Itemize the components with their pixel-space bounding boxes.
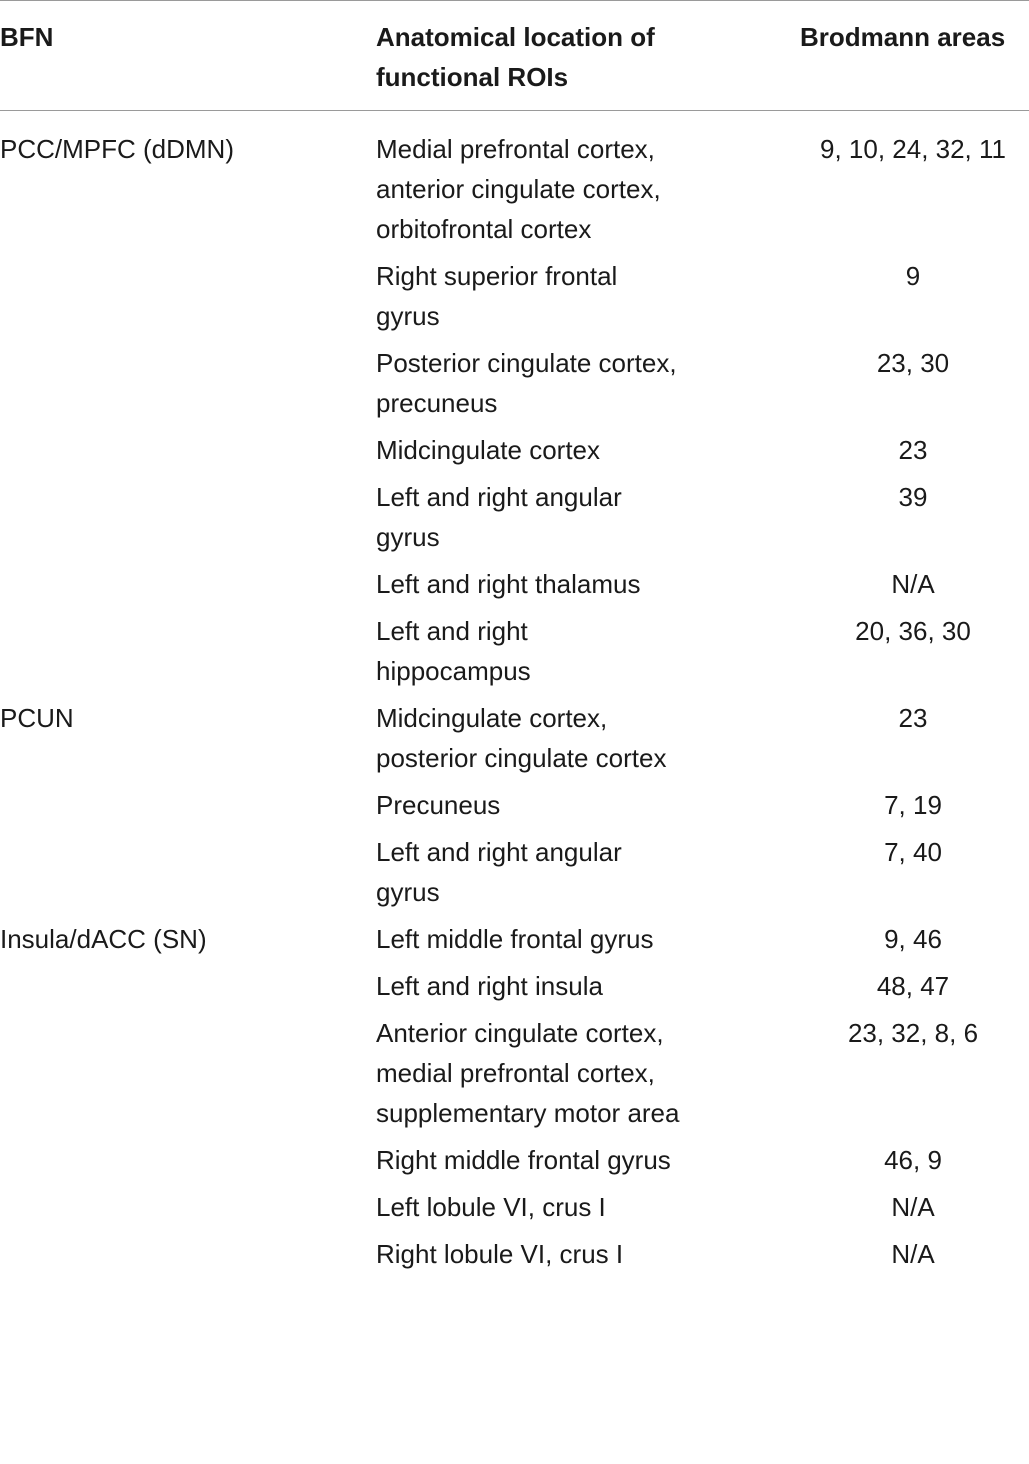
table-row: [0, 564, 1029, 604]
table-row: [0, 1234, 1029, 1274]
cell-bfn: PCC/MPFC (dDMN): [0, 134, 234, 164]
cell-location: Left and right angular gyrus: [376, 837, 622, 907]
cell-location: Left and right hippocampus: [376, 616, 531, 686]
cell-brodmann: 48, 47: [876, 971, 950, 1001]
cell-location: Posterior cingulate cortex, precuneus: [376, 348, 677, 418]
cell-brodmann: 9, 10, 24, 32, 11: [820, 134, 1006, 164]
cell-location: Anterior cingulate cortex, medial prefrontal cortex, supplementary motor area: [376, 1018, 680, 1128]
cell-location: Left and right thalamus: [376, 569, 641, 599]
cell-bfn: PCUN: [0, 703, 74, 733]
cell-brodmann: 7, 19: [884, 790, 942, 820]
cell-location: Midcingulate cortex, posterior cingulate cortex: [376, 703, 667, 773]
cell-location: Midcingulate cortex: [376, 435, 600, 465]
cell-location: Precuneus: [376, 790, 501, 820]
cell-location: Left and right insula: [376, 971, 603, 1001]
table-row: [0, 477, 1029, 557]
table-row: [0, 129, 1029, 249]
cell-brodmann: 7, 40: [884, 837, 942, 867]
cell-location: Right superior frontal gyrus: [376, 261, 618, 331]
table-body: [0, 111, 1029, 1274]
table-row: [0, 343, 1029, 423]
table-row: [0, 1013, 1029, 1133]
table-row: [0, 1140, 1029, 1180]
table-row: [0, 611, 1029, 691]
cell-location: Left lobule VI, crus I: [376, 1192, 606, 1222]
cell-brodmann: 46, 9: [884, 1145, 942, 1175]
cell-bfn: Insula/dACC (SN): [0, 924, 207, 954]
table-row: [0, 1187, 1029, 1227]
cell-brodmann: N/A: [891, 1192, 935, 1222]
cell-location: Right lobule VI, crus I: [376, 1239, 624, 1269]
header-brodmann: Brodmann areas: [800, 22, 1006, 52]
cell-location: Right middle frontal gyrus: [376, 1145, 671, 1175]
cell-location: Medial prefrontal cortex, anterior cingulate cortex, orbitofrontal cortex: [376, 134, 661, 244]
table-header: [0, 1, 1029, 111]
table-row: [0, 919, 1029, 959]
cell-brodmann: 23: [898, 703, 928, 733]
table-row: [0, 966, 1029, 1006]
table-row: [0, 430, 1029, 470]
cell-brodmann: 39: [898, 482, 928, 512]
table-row: [0, 256, 1029, 336]
header-location: Anatomical location of functional ROIs: [376, 22, 655, 92]
cell-brodmann: N/A: [891, 1239, 935, 1269]
table-row: [0, 785, 1029, 825]
cell-location: Left middle frontal gyrus: [376, 924, 654, 954]
cell-brodmann: 20, 36, 30: [855, 616, 971, 646]
cell-brodmann: 23, 32, 8, 6: [847, 1018, 979, 1048]
table-row: [0, 832, 1029, 912]
cell-brodmann: 23: [898, 435, 928, 465]
cell-brodmann: N/A: [891, 569, 935, 599]
cell-brodmann: 9: [905, 261, 921, 291]
cell-brodmann: 9, 46: [884, 924, 942, 954]
cell-location: Left and right angular gyrus: [376, 482, 622, 552]
cell-brodmann: 23, 30: [876, 348, 950, 378]
table-row: [0, 698, 1029, 778]
header-bfn: BFN: [0, 22, 54, 52]
